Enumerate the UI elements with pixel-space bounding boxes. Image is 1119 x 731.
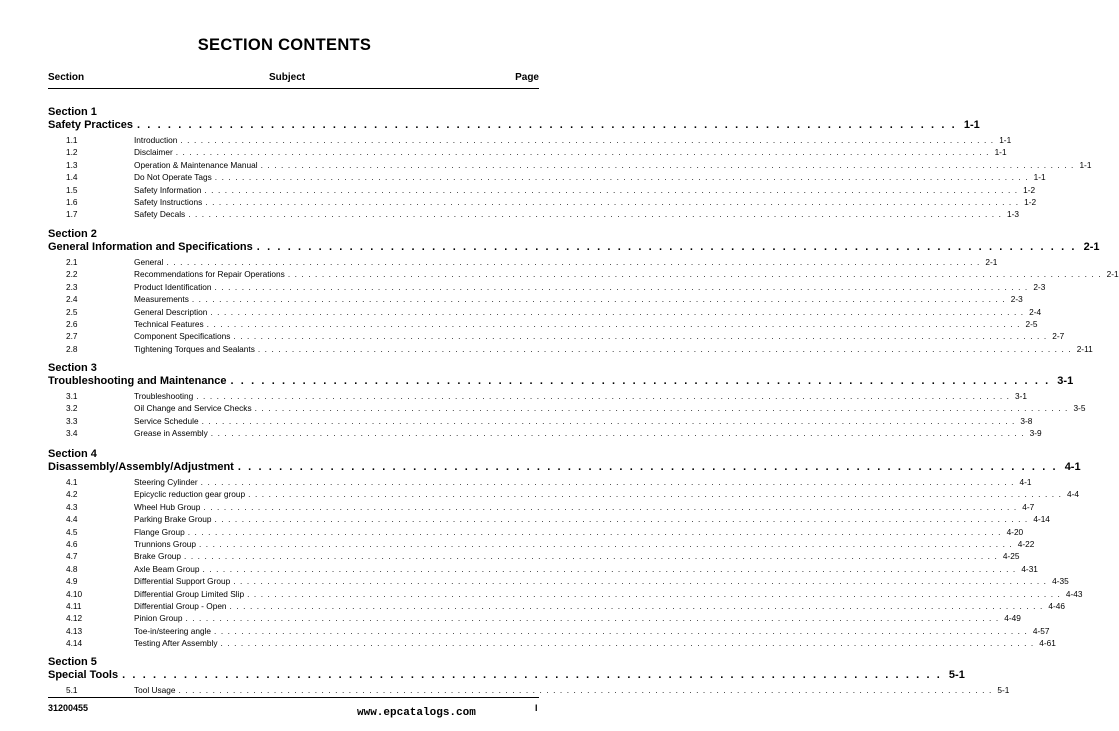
page-number: I (535, 703, 538, 713)
entry-subject: Pinion Group (134, 613, 183, 624)
dot-leader: . . . . . . . . . . . . . . . . . . . . . . . . . . . . . . . . . . . . . . . . . . . . . . . . . . . . . . . . . . . . . . . . . . . . . . . . . . . . . . . . . . . . . . . . . . . . . . . . . . . . . . . . . . . . . . . . . . . . . . . . (233, 331, 1048, 342)
dot-leader: . . . . . . . . . . . . . . . . . . . . . . . . . . . . . . . . . . . . . . . . . . . . . . . . . . . . . . . . . . . . . . . . . . . . . . . . . . . . . . . . . . . . . . . . . . . . . . . . . . . . . . . . . . . . . . . . . . . . . . . . (198, 539, 1013, 549)
entry-subject: Oil Change and Service Checks (134, 403, 252, 414)
section-page: 5-1 (948, 669, 965, 681)
section-number: Section 4 (48, 448, 97, 460)
entry-subject: Component Specifications (134, 331, 231, 342)
entry-subject: Grease in Assembly (134, 428, 208, 439)
section-number: Section 5 (48, 656, 97, 668)
dot-leader: . . . . . . . . . . . . . . . . . . . . . . . . . . . . . . . . . . . . . . . . . . . . . . . . . . . . . . . . . . . . . . . . . . . . . . . . . . . . . . . . (237, 461, 1058, 473)
entry-subject: Parking Brake Group (134, 514, 212, 525)
section-heading-row (48, 669, 965, 682)
entry-page: 5-1 (997, 685, 1010, 695)
toc-entry (66, 197, 1037, 207)
dot-leader: . . . . . . . . . . . . . . . . . . . . . . . . . . . . . . . . . . . . . . . . . . . . . . . . . . . . . . . . . . . . . . . . . . . . . . . . . . . . . . . . . . . . . . . . . . . . . . . . . . . . . . . . . . . . . . . . . . . . . . . . (247, 588, 1061, 599)
section-number: Section 1 (48, 106, 97, 118)
toc-entry (66, 135, 1012, 145)
entry-page: 4-7 (1022, 501, 1035, 512)
entry-number: 1.7 (66, 209, 78, 220)
entry-number: 4.6 (66, 539, 78, 549)
entry-page: 4-22 (1017, 539, 1035, 549)
section-heading-row (48, 241, 1100, 254)
entry-number: 1.3 (66, 159, 78, 170)
entry-number: 4.14 (66, 638, 83, 649)
entry-page: 1-2 (1024, 197, 1037, 207)
entry-subject: Differential Group Limited Slip (134, 588, 245, 599)
toc-entry (66, 184, 1036, 195)
section-heading-row (48, 119, 980, 132)
toc-entry (66, 526, 1024, 537)
entry-page: 1-1 (994, 147, 1007, 158)
dot-leader: . . . . . . . . . . . . . . . . . . . . . . . . . . . . . . . . . . . . . . . . . . . . . . . . . . . . . . . . . . . . . . . . . . . . . . . . . . . . . . . . . . . . . . . . . . . . . . . . . . . . . . . . . . . . . . . . . . . . . . . . (214, 281, 1029, 292)
entry-subject: Tightening Torques and Sealants (134, 343, 255, 354)
entry-number: 1.1 (66, 135, 78, 145)
toc-entry (66, 257, 998, 267)
entry-number: 3.2 (66, 403, 78, 414)
entry-number: 4.1 (66, 477, 78, 487)
section-title: Disassembly/Assembly/Adjustment (48, 461, 234, 473)
footer-url: www.epcatalogs.com (357, 707, 476, 719)
entry-page: 1-3 (1007, 209, 1020, 220)
entry-page: 4-14 (1033, 514, 1050, 525)
toc-entry (66, 159, 1092, 170)
toc-entry (66, 343, 1093, 354)
entry-subject: Flange Group (134, 526, 185, 537)
entry-subject: Do Not Operate Tags (134, 172, 212, 183)
entry-subject: Technical Features (134, 319, 204, 329)
entry-number: 4.4 (66, 514, 78, 525)
entry-number: 3.1 (66, 391, 78, 401)
toc-entry (66, 306, 1042, 317)
toc-entry (66, 269, 1119, 280)
dot-leader: . . . . . . . . . . . . . . . . . . . . . . . . . . . . . . . . . . . . . . . . . . . . . . . . . . . . . . . . . . . . . . . . . . . . . . . . . . . . . . . . . . . . . . . . . . . . . . . . . . . . . . . . . . . . . . . . . . . . . . . . (287, 269, 1102, 280)
section-title: Troubleshooting and Maintenance (48, 375, 227, 387)
entry-page: 1-1 (1033, 172, 1046, 183)
entry-subject: Product Identification (134, 281, 212, 292)
toc-entry (66, 489, 1079, 500)
section-page: 4-1 (1064, 461, 1081, 473)
entry-subject: Operation & Maintenance Manual (134, 159, 258, 170)
entry-number: 2.5 (66, 306, 78, 317)
entry-page: 4-46 (1048, 601, 1065, 611)
dot-leader: . . . . . . . . . . . . . . . . . . . . . . . . . . . . . . . . . . . . . . . . . . . . . . . . . . . . . . . . . . . . . . . . . . . . . . . . . . . . . . . . . . . . . . . . . . . . . . . . . . . . . . . . . . . . . . . . . . . . . . . . (185, 613, 1000, 624)
entry-page: 3-9 (1029, 428, 1042, 439)
entry-subject: Disclaimer (134, 147, 173, 158)
dot-leader: . . . . . . . . . . . . . . . . . . . . . . . . . . . . . . . . . . . . . . . . . . . . . . . . . . . . . . . . . . . . . . . . . . . . . . . . . . . . . . . . . . . . . . . . . . . . . . . . . . . . . . . . . . . . . . . . . . . . . . . . (196, 391, 1011, 401)
entry-subject: Introduction (134, 135, 178, 145)
toc-entry (66, 563, 1038, 574)
entry-page: 2-3 (1010, 294, 1023, 305)
toc-entry (66, 588, 1083, 599)
entry-subject: Toe-in/steering angle (134, 625, 212, 636)
section-number: Section 2 (48, 228, 97, 240)
entry-number: 4.9 (66, 576, 78, 587)
entry-subject: Service Schedule (134, 415, 199, 426)
entry-page: 2-5 (1025, 319, 1038, 329)
toc-entry (66, 209, 1020, 220)
entry-number: 2.1 (66, 257, 78, 267)
dot-leader: . . . . . . . . . . . . . . . . . . . . . . . . . . . . . . . . . . . . . . . . . . . . . . . . . . . . . . . . . . . . . . . . . . . . . . . . . . . . . . . . . . . . . . . . . . . . . . . . . . . . . . . . . . . . . . . . . . . . . . . . (188, 209, 1003, 220)
toc-entry (66, 147, 1007, 158)
entry-number: 2.4 (66, 294, 78, 305)
entry-number: 4.7 (66, 551, 78, 562)
entry-page: 1-1 (999, 135, 1012, 145)
dot-leader: . . . . . . . . . . . . . . . . . . . . . . . . . . . . . . . . . . . . . . . . . . . . . . . . . . . . . . . . . . . . . . . . . . . . . . . . . . . . . . . . . . . . . . . . . . . . . . . . . . . . . . . . . . . . . . . . . . . . . . . . (180, 135, 995, 145)
toc-entry (66, 281, 1046, 292)
entry-number: 4.10 (66, 588, 83, 599)
entry-number: 4.2 (66, 489, 78, 500)
entry-page: 2-1 (985, 257, 998, 267)
dot-leader: . . . . . . . . . . . . . . . . . . . . . . . . . . . . . . . . . . . . . . . . . . . . . . . . . . . . . . . . . . . . . . . . . . . . . . . . . . . . . . . . . . . . . . . . . . . . . . . . . . . . . . . . . . . . . . . . . . . . . . . . (233, 576, 1048, 587)
dot-leader: . . . . . . . . . . . . . . . . . . . . . . . . . . . . . . . . . . . . . . . . . . . . . . . . . . . . . . . . . . . . . . . . . . . . . . . . . . . . . . . . (122, 669, 942, 681)
entry-subject: Axle Beam Group (134, 563, 200, 574)
section-page: 3-1 (1057, 375, 1074, 387)
dot-leader: . . . . . . . . . . . . . . . . . . . . . . . . . . . . . . . . . . . . . . . . . . . . . . . . . . . . . . . . . . . . . . . . . . . . . . . . . . . . . . . . . . . . . . . . . . . . . . . . . . . . . . . . . . . . . . . . . . . . . . . . (191, 294, 1006, 305)
entry-number: 2.7 (66, 331, 78, 342)
entry-number: 5.1 (66, 685, 78, 695)
section-title: Safety Practices (48, 119, 133, 131)
page-title: SECTION CONTENTS (197, 36, 372, 54)
entry-page: 1-1 (1079, 159, 1092, 170)
entry-number: 4.8 (66, 563, 78, 574)
dot-leader: . . . . . . . . . . . . . . . . . . . . . . . . . . . . . . . . . . . . . . . . . . . . . . . . . . . . . . . . . . . . . . . . . . . . . . . . . . . . . . . . . . . . . . . . . . . . . . . . . . . . . . . . . . . . . . . . . . . . . . . . (257, 343, 1072, 354)
dot-leader: . . . . . . . . . . . . . . . . . . . . . . . . . . . . . . . . . . . . . . . . . . . . . . . . . . . . . . . . . . . . . . . . . . . . . . . . . . . . . . . . . . . . . . . . . . . . . . . . . . . . . . . . . . . . . . . . . . . . . . . . (175, 147, 990, 158)
dot-leader: . . . . . . . . . . . . . . . . . . . . . . . . . . . . . . . . . . . . . . . . . . . . . . . . . . . . . . . . . . . . . . . . . . . . . . . . . . . . . . . . . . . . . . . . . . . . . . . . . . . . . . . . . . . . . . . . . . . . . . . . (254, 403, 1069, 414)
dot-leader: . . . . . . . . . . . . . . . . . . . . . . . . . . . . . . . . . . . . . . . . . . . . . . . . . . . . . . . . . . . . . . . . . . . . . . . . . . . . . . . . . . . . . . . . . . . . . . . . . . . . . . . . . . . . . . . . . . . . . . . . (187, 526, 1002, 537)
section-page: 2-1 (1083, 241, 1100, 253)
entry-number: 4.5 (66, 526, 78, 537)
dot-leader: . . . . . . . . . . . . . . . . . . . . . . . . . . . . . . . . . . . . . . . . . . . . . . . . . . . . . . . . . . . . . . . . . . . . . . . . . . . . . . . . . . . . . . . . . . . . . . . . . . . . . . . . . . . . . . . . . . . . . . . . (184, 551, 998, 562)
entry-number: 1.4 (66, 172, 78, 183)
toc-entry (66, 514, 1050, 525)
dot-leader: . . . . . . . . . . . . . . . . . . . . . . . . . . . . . . . . . . . . . . . . . . . . . . . . . . . . . . . . . . . . . . . . . . . . . . . . . . . . . . . . (230, 375, 1051, 387)
entry-page: 2-1 (1106, 269, 1119, 280)
dot-leader: . . . . . . . . . . . . . . . . . . . . . . . . . . . . . . . . . . . . . . . . . . . . . . . . . . . . . . . . . . . . . . . . . . . . . . . . . . . . . . . . . . . . . . . . . . . . . . . . . . . . . . . . . . . . . . . . . . . . . . . . (201, 415, 1016, 426)
dot-leader: . . . . . . . . . . . . . . . . . . . . . . . . . . . . . . . . . . . . . . . . . . . . . . . . . . . . . . . . . . . . . . . . . . . . . . . . . . . . . . . . (256, 241, 1077, 253)
entry-subject: Safety Decals (134, 209, 186, 220)
dot-leader: . . . . . . . . . . . . . . . . . . . . . . . . . . . . . . . . . . . . . . . . . . . . . . . . . . . . . . . . . . . . . . . . . . . . . . . . . . . . . . . . . . . . . . . . . . . . . . . . . . . . . . . . . . . . . . . . . . . . . . . . (166, 257, 981, 267)
entry-number: 1.2 (66, 147, 78, 158)
toc-entry (66, 601, 1065, 611)
entry-page: 4-31 (1021, 563, 1038, 574)
dot-leader: . . . . . . . . . . . . . . . . . . . . . . . . . . . . . . . . . . . . . . . . . . . . . . . . . . . . . . . . . . . . . . . . . . . . . . . . . . . . . . . . . . . . . . . . . . . . . . . . . . . . . . . . . . . . . . . . . . . . . . . . (214, 625, 1028, 636)
entry-subject: Brake Group (134, 551, 182, 562)
section-heading-row (48, 375, 1074, 388)
entry-number: 3.4 (66, 428, 78, 439)
entry-subject: Differential Support Group (134, 576, 231, 587)
entry-number: 1.5 (66, 184, 78, 195)
dot-leader: . . . . . . . . . . . . . . . . . . . . . . . . . . . . . . . . . . . . . . . . . . . . . . . . . . . . . . . . . . . . . . . . . . . . . . . . . . . . . . . . . . . . . . . . . . . . . . . . . . . . . . . . . . . . . . . . . . . . . . . . (178, 685, 993, 695)
section-number: Section 3 (48, 362, 97, 374)
toc-entry (66, 294, 1023, 305)
entry-page: 4-20 (1006, 526, 1024, 537)
entry-subject: Wheel Hub Group (134, 501, 201, 512)
entry-number: 2.2 (66, 269, 78, 280)
entry-subject: Trunnions Group (134, 539, 196, 549)
column-header-subject: Subject (269, 72, 306, 83)
entry-subject: General Description (134, 306, 208, 317)
toc-entry (66, 613, 1021, 624)
entry-number: 3.3 (66, 415, 78, 426)
toc-entry (66, 415, 1033, 426)
entry-number: 4.3 (66, 501, 78, 512)
dot-leader: . . . . . . . . . . . . . . . . . . . . . . . . . . . . . . . . . . . . . . . . . . . . . . . . . . . . . . . . . . . . . . . . . . . . . . . . . . . . . . . . . . . . . . . . . . . . . . . . . . . . . . . . . . . . . . . . . . . . . . . . (204, 184, 1019, 195)
toc-entry (66, 576, 1069, 587)
entry-subject: Safety Instructions (134, 197, 203, 207)
column-header-page: Page (515, 72, 539, 83)
footer-divider (48, 697, 539, 698)
toc-entry (66, 501, 1035, 512)
entry-page: 3-1 (1015, 391, 1028, 401)
section-page: 1-1 (963, 119, 980, 131)
column-header-section: Section (48, 72, 85, 83)
toc-entry (66, 331, 1065, 342)
entry-page: 4-43 (1065, 588, 1083, 599)
entry-page: 2-4 (1029, 306, 1042, 317)
dot-leader: . . . . . . . . . . . . . . . . . . . . . . . . . . . . . . . . . . . . . . . . . . . . . . . . . . . . . . . . . . . . . . . . . . . . . . . . . . . . . . . . . . . . . . . . . . . . . . . . . . . . . . . . . . . . . . . . . . . . . . . . (220, 638, 1035, 649)
toc-entry (66, 625, 1050, 636)
dot-leader: . . . . . . . . . . . . . . . . . . . . . . . . . . . . . . . . . . . . . . . . . . . . . . . . . . . . . . . . . . . . . . . . . . . . . . . . . . . . . . . . . . . . . . . . . . . . . . . . . . . . . . . . . . . . . . . . . . . . . . . . (200, 477, 1015, 487)
section-title: General Information and Specifications (48, 241, 253, 253)
dot-leader: . . . . . . . . . . . . . . . . . . . . . . . . . . . . . . . . . . . . . . . . . . . . . . . . . . . . . . . . . . . . . . . . . . . . . . . . . . . . . . . . . . . . . . . . . . . . . . . . . . . . . . . . . . . . . . . . . . . . . . . . (210, 428, 1025, 439)
dot-leader: . . . . . . . . . . . . . . . . . . . . . . . . . . . . . . . . . . . . . . . . . . . . . . . . . . . . . . . . . . . . . . . . . . . . . . . . . . . . . . . . . . . . . . . . . . . . . . . . . . . . . . . . . . . . . . . . . . . . . . . . (214, 514, 1029, 525)
entry-page: 2-11 (1076, 343, 1093, 354)
entry-page: 4-4 (1066, 489, 1079, 500)
toc-entry (66, 391, 1028, 401)
entry-subject: Recommendations for Repair Operations (134, 269, 285, 280)
entry-subject: Measurements (134, 294, 189, 305)
toc-entry (66, 172, 1046, 183)
entry-number: 1.6 (66, 197, 78, 207)
entry-number: 4.12 (66, 613, 83, 624)
dot-leader: . . . . . . . . . . . . . . . . . . . . . . . . . . . . . . . . . . . . . . . . . . . . . . . . . . . . . . . . . . . . . . . . . . . . . . . . . . . . . . . . . . . . . . . . . . . . . . . . . . . . . . . . . . . . . . . . . . . . . . . . (206, 319, 1021, 329)
entry-subject: Testing After Assembly (134, 638, 218, 649)
entry-page: 4-61 (1039, 638, 1056, 649)
dot-leader: . . . . . . . . . . . . . . . . . . . . . . . . . . . . . . . . . . . . . . . . . . . . . . . . . . . . . . . . . . . . . . . . . . . . . . . . . . . . . . . . . . . . . . . . . . . . . . . . . . . . . . . . . . . . . . . . . . . . . . . . (203, 501, 1018, 512)
entry-page: 4-49 (1004, 613, 1021, 624)
entry-subject: Tool Usage (134, 685, 176, 695)
entry-page: 4-57 (1032, 625, 1050, 636)
entry-number: 4.11 (66, 601, 82, 611)
entry-page: 4-1 (1019, 477, 1032, 487)
entry-page: 3-8 (1020, 415, 1033, 426)
entry-number: 4.13 (66, 625, 83, 636)
toc-entry (66, 638, 1056, 649)
entry-page: 2-7 (1052, 331, 1065, 342)
entry-subject: Differential Group - Open (134, 601, 227, 611)
entry-page: 4-35 (1052, 576, 1069, 587)
dot-leader: . . . . . . . . . . . . . . . . . . . . . . . . . . . . . . . . . . . . . . . . . . . . . . . . . . . . . . . . . . . . . . . . . . . . . . . . . . . . . . . . . . . . . . . . . . . . . . . . . . . . . . . . . . . . . . . . . . . . . . . . (229, 601, 1044, 611)
toc-entry (66, 477, 1032, 487)
toc-entry (66, 539, 1035, 549)
entry-subject: Troubleshooting (134, 391, 194, 401)
toc-entry (66, 551, 1020, 562)
entry-number: 2.6 (66, 319, 78, 329)
dot-leader: . . . . . . . . . . . . . . . . . . . . . . . . . . . . . . . . . . . . . . . . . . . . . . . . . . . . . . . . . . . . . . . . . . . . . . . . . . . . . . . . . . . . . . . . . . . . . . . . . . . . . . . . . . . . . . . . . . . . . . . . (260, 159, 1075, 170)
dot-leader: . . . . . . . . . . . . . . . . . . . . . . . . . . . . . . . . . . . . . . . . . . . . . . . . . . . . . . . . . . . . . . . . . . . . . . . . . . . . . . . . . . . . . . . . . . . . . . . . . . . . . . . . . . . . . . . . . . . . . . . . (210, 306, 1025, 317)
entry-subject: Epicyclic reduction gear group (134, 489, 246, 500)
entry-number: 2.8 (66, 343, 78, 354)
toc-entry (66, 319, 1038, 329)
dot-leader: . . . . . . . . . . . . . . . . . . . . . . . . . . . . . . . . . . . . . . . . . . . . . . . . . . . . . . . . . . . . . . . . . . . . . . . . . . . . . . . . (137, 119, 957, 131)
entry-number: 2.3 (66, 281, 78, 292)
entry-page: 3-5 (1073, 403, 1086, 414)
toc-entry (66, 428, 1042, 439)
entry-subject: General (134, 257, 164, 267)
dot-leader: . . . . . . . . . . . . . . . . . . . . . . . . . . . . . . . . . . . . . . . . . . . . . . . . . . . . . . . . . . . . . . . . . . . . . . . . . . . . . . . . . . . . . . . . . . . . . . . . . . . . . . . . . . . . . . . . . . . . . . . . (202, 563, 1017, 574)
section-title: Special Tools (48, 669, 119, 681)
toc-entry (66, 403, 1086, 414)
entry-page: 1-2 (1023, 184, 1036, 195)
toc-entry (66, 685, 1010, 695)
entry-page: 2-3 (1033, 281, 1046, 292)
entry-subject: Steering Cylinder (134, 477, 198, 487)
entry-page: 4-25 (1002, 551, 1020, 562)
section-heading-row (48, 461, 1081, 474)
dot-leader: . . . . . . . . . . . . . . . . . . . . . . . . . . . . . . . . . . . . . . . . . . . . . . . . . . . . . . . . . . . . . . . . . . . . . . . . . . . . . . . . . . . . . . . . . . . . . . . . . . . . . . . . . . . . . . . . . . . . . . . . (248, 489, 1062, 500)
dot-leader: . . . . . . . . . . . . . . . . . . . . . . . . . . . . . . . . . . . . . . . . . . . . . . . . . . . . . . . . . . . . . . . . . . . . . . . . . . . . . . . . . . . . . . . . . . . . . . . . . . . . . . . . . . . . . . . . . . . . . . . . (214, 172, 1029, 183)
document-number: 31200455 (48, 703, 89, 713)
entry-subject: Safety Information (134, 184, 202, 195)
dot-leader: . . . . . . . . . . . . . . . . . . . . . . . . . . . . . . . . . . . . . . . . . . . . . . . . . . . . . . . . . . . . . . . . . . . . . . . . . . . . . . . . . . . . . . . . . . . . . . . . . . . . . . . . . . . . . . . . . . . . . . . . (205, 197, 1020, 207)
